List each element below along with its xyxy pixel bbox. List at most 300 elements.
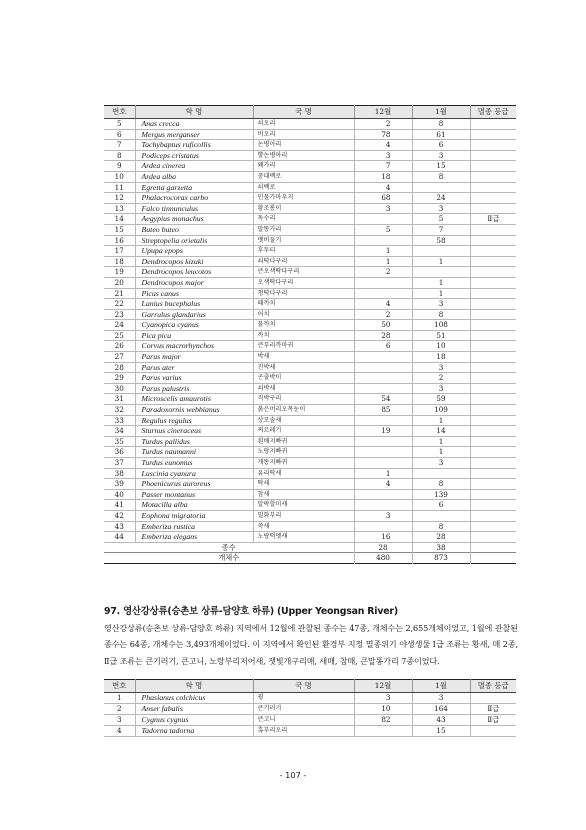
- cell-grade: [470, 436, 516, 447]
- total-jan: 38: [412, 542, 470, 553]
- cell-scientific-name: Emberiza rustica: [135, 521, 253, 532]
- cell-december: [354, 288, 412, 299]
- page-number: - 107 -: [279, 770, 307, 780]
- cell-january: 1: [412, 256, 470, 267]
- cell-december: 6: [354, 341, 412, 352]
- table-row: [104, 394, 516, 405]
- table-row: [104, 415, 516, 426]
- table-row: [104, 214, 516, 225]
- cell-number: 14: [104, 214, 135, 225]
- cell-december: 4: [354, 182, 412, 193]
- table-row: [104, 299, 516, 310]
- cell-january: 7: [412, 224, 470, 235]
- cell-december: [354, 436, 412, 447]
- cell-grade: [470, 510, 516, 521]
- cell-december: 18: [354, 171, 412, 182]
- cell-grade: [470, 726, 516, 737]
- cell-korean-name: 후투티: [253, 246, 354, 257]
- cell-number: 31: [104, 394, 135, 405]
- cell-scientific-name: Emberiza elegans: [135, 532, 253, 543]
- cell-scientific-name: Dendrocopos leucotos: [135, 267, 253, 278]
- table-row: [104, 256, 516, 267]
- cell-grade: Ⅱ급: [470, 214, 516, 225]
- cell-number: 37: [104, 458, 135, 469]
- header-endangered-grade: 멸종 등급: [470, 106, 516, 119]
- cell-korean-name: 상모솔새: [253, 415, 354, 426]
- table-header-row: [104, 680, 516, 693]
- cell-number: 23: [104, 309, 135, 320]
- cell-grade: [470, 532, 516, 543]
- cell-scientific-name: Parus major: [135, 352, 253, 363]
- cell-scientific-name: Turdus eunomus: [135, 458, 253, 469]
- cell-january: 1: [412, 447, 470, 458]
- cell-number: 20: [104, 277, 135, 288]
- cell-scientific-name: Dendrocopos major: [135, 277, 253, 288]
- table-row: [104, 693, 516, 704]
- cell-december: [354, 373, 412, 384]
- cell-december: 3: [354, 203, 412, 214]
- cell-grade: [470, 341, 516, 352]
- table-row: [104, 203, 516, 214]
- cell-korean-name: 멧비둘기: [253, 235, 354, 246]
- cell-december: [354, 458, 412, 469]
- cell-december: [354, 489, 412, 500]
- cell-january: 1: [412, 436, 470, 447]
- table-body: [104, 119, 516, 543]
- cell-december: 82: [354, 715, 412, 726]
- cell-scientific-name: Sturnus cineraceus: [135, 426, 253, 437]
- cell-january: 18: [412, 352, 470, 363]
- cell-number: 36: [104, 447, 135, 458]
- cell-korean-name: 독수리: [253, 214, 354, 225]
- header-december: 12월: [354, 106, 412, 119]
- table-row: [104, 715, 516, 726]
- cell-january: 8: [412, 309, 470, 320]
- cell-scientific-name: Upupa epops: [135, 246, 253, 257]
- cell-january: 15: [412, 161, 470, 172]
- cell-december: 2: [354, 267, 412, 278]
- cell-number: 28: [104, 362, 135, 373]
- total-jan: 873: [412, 553, 470, 564]
- cell-december: [354, 500, 412, 511]
- cell-korean-name: 쇠오리: [253, 119, 354, 130]
- header-number: 번호: [104, 680, 135, 693]
- cell-december: 3: [354, 693, 412, 704]
- cell-number: 19: [104, 267, 135, 278]
- cell-january: 164: [412, 704, 470, 715]
- cell-january: 109: [412, 405, 470, 416]
- cell-korean-name: 박새: [253, 352, 354, 363]
- cell-december: [354, 277, 412, 288]
- cell-december: 1: [354, 256, 412, 267]
- cell-scientific-name: Parus varius: [135, 373, 253, 384]
- species-table-2: [104, 679, 516, 737]
- header-scientific-name: 학 명: [135, 106, 253, 119]
- cell-korean-name: 쇠박새: [253, 383, 354, 394]
- cell-december: [354, 726, 412, 737]
- cell-korean-name: 진박새: [253, 362, 354, 373]
- header-january: 1월: [412, 106, 470, 119]
- cell-number: 32: [104, 405, 135, 416]
- table-row: [104, 532, 516, 543]
- cell-korean-name: 큰고니: [253, 715, 354, 726]
- cell-january: [412, 246, 470, 257]
- table-row: [104, 726, 516, 737]
- cell-korean-name: 때까치: [253, 299, 354, 310]
- cell-scientific-name: Anas crecca: [135, 119, 253, 130]
- total-label: 종수: [104, 542, 354, 553]
- cell-scientific-name: Parus palustris: [135, 383, 253, 394]
- cell-scientific-name: Picus canus: [135, 288, 253, 299]
- cell-number: 5: [104, 119, 135, 130]
- cell-scientific-name: Streptopelia orietalis: [135, 235, 253, 246]
- cell-december: 28: [354, 330, 412, 341]
- cell-korean-name: 찌르레기: [253, 426, 354, 437]
- cell-january: 5: [412, 214, 470, 225]
- table-row: [104, 405, 516, 416]
- cell-number: 26: [104, 341, 135, 352]
- cell-scientific-name: Parus ater: [135, 362, 253, 373]
- cell-grade: [470, 193, 516, 204]
- cell-number: 29: [104, 373, 135, 384]
- table-row: [104, 129, 516, 140]
- cell-korean-name: 딱새: [253, 479, 354, 490]
- cell-scientific-name: Dendrocopos kizuki: [135, 256, 253, 267]
- cell-december: 7: [354, 161, 412, 172]
- cell-korean-name: 민물가마우지: [253, 193, 354, 204]
- table-row: [104, 171, 516, 182]
- cell-december: 78: [354, 129, 412, 140]
- cell-number: 40: [104, 489, 135, 500]
- cell-january: 3: [412, 299, 470, 310]
- cell-december: 1: [354, 246, 412, 257]
- cell-january: [412, 510, 470, 521]
- table-row: [104, 150, 516, 161]
- cell-scientific-name: Turdus pallidus: [135, 436, 253, 447]
- cell-january: 1: [412, 277, 470, 288]
- cell-scientific-name: Regulus regulus: [135, 415, 253, 426]
- table-row: [104, 500, 516, 511]
- section-paragraph: 영산강상류(승촌보 상류-담양호 하류) 지역에서 12월에 관찰된 종수는 47종, 개체수는 2,655개체이었고, 1월에 관찰된 종수는 64종, 개체수는 3,493개체이었다. 이 지역에서 확인된 환경부 지정 멸종위기 야생생물 Ⅰ급 조류는 황새, 매 2종, Ⅱ급 조류는 큰기러기, 큰고니, 노랑부리저어새, 잿빛개구리매, 새매, 참매, 큰말똥가리 7종이었다.: [104, 623, 518, 666]
- cell-number: 15: [104, 224, 135, 235]
- cell-number: 7: [104, 140, 135, 151]
- table-row: [104, 140, 516, 151]
- cell-grade: [470, 267, 516, 278]
- header-endangered-grade: 멸종 등급: [470, 680, 516, 693]
- header-scientific-name: 학 명: [135, 680, 253, 693]
- table-row: [104, 521, 516, 532]
- cell-december: [354, 415, 412, 426]
- cell-korean-name: 황조롱이: [253, 203, 354, 214]
- cell-january: 15: [412, 726, 470, 737]
- cell-january: [412, 182, 470, 193]
- total-individuals-row: [104, 553, 516, 564]
- table-row: [104, 373, 516, 384]
- cell-december: 1: [354, 468, 412, 479]
- cell-grade: [470, 362, 516, 373]
- cell-grade: [470, 468, 516, 479]
- table-row: [104, 330, 516, 341]
- cell-number: 39: [104, 479, 135, 490]
- cell-grade: Ⅱ급: [470, 704, 516, 715]
- cell-scientific-name: Egretta garzetta: [135, 182, 253, 193]
- table-row: [104, 436, 516, 447]
- cell-number: 6: [104, 129, 135, 140]
- total-dec: 480: [354, 553, 412, 564]
- cell-number: 11: [104, 182, 135, 193]
- cell-december: 5: [354, 224, 412, 235]
- cell-december: 54: [354, 394, 412, 405]
- cell-january: 3: [412, 458, 470, 469]
- species-table-1: [104, 105, 516, 564]
- cell-december: 16: [354, 532, 412, 543]
- cell-scientific-name: Turdus naumanni: [135, 447, 253, 458]
- cell-january: 24: [412, 193, 470, 204]
- section-heading: 97. 영산강상류(승촌보 상류-담양호 하류) (Upper Yeongsan River): [104, 606, 398, 617]
- cell-january: [412, 468, 470, 479]
- cell-scientific-name: Passer montanus: [135, 489, 253, 500]
- cell-january: 3: [412, 362, 470, 373]
- table-header-row: [104, 106, 516, 119]
- cell-december: [354, 383, 412, 394]
- cell-january: 10: [412, 341, 470, 352]
- cell-december: 2: [354, 309, 412, 320]
- total-label: 개체수: [104, 553, 354, 564]
- cell-december: 19: [354, 426, 412, 437]
- cell-scientific-name: Corvus macrorhynchos: [135, 341, 253, 352]
- cell-grade: [470, 521, 516, 532]
- cell-january: 58: [412, 235, 470, 246]
- cell-january: 8: [412, 521, 470, 532]
- cell-korean-name: 청딱다구리: [253, 288, 354, 299]
- cell-december: [354, 352, 412, 363]
- cell-grade: [470, 140, 516, 151]
- cell-grade: [470, 299, 516, 310]
- cell-scientific-name: Microscelis amaurotis: [135, 394, 253, 405]
- cell-korean-name: 곤줄박이: [253, 373, 354, 384]
- cell-number: 17: [104, 246, 135, 257]
- cell-grade: [470, 458, 516, 469]
- cell-january: 51: [412, 330, 470, 341]
- cell-grade: [470, 373, 516, 384]
- cell-grade: [470, 288, 516, 299]
- cell-korean-name: 말똥가리: [253, 224, 354, 235]
- cell-grade: Ⅱ급: [470, 715, 516, 726]
- table-row: [104, 277, 516, 288]
- cell-korean-name: 뿔논병아리: [253, 150, 354, 161]
- cell-scientific-name: Cyanopica cyanus: [135, 320, 253, 331]
- cell-korean-name: 밀화부리: [253, 510, 354, 521]
- table-row: [104, 235, 516, 246]
- cell-korean-name: 왜가리: [253, 161, 354, 172]
- cell-korean-name: 쑥새: [253, 521, 354, 532]
- cell-grade: [470, 309, 516, 320]
- cell-scientific-name: Phalacrocorax carbo: [135, 193, 253, 204]
- cell-grade: [470, 693, 516, 704]
- cell-korean-name: 중대백로: [253, 171, 354, 182]
- cell-korean-name: 흰배지빠귀: [253, 436, 354, 447]
- cell-number: 38: [104, 468, 135, 479]
- cell-scientific-name: Ardea cinerea: [135, 161, 253, 172]
- cell-korean-name: 까치: [253, 330, 354, 341]
- cell-number: 34: [104, 426, 135, 437]
- table-row: [104, 246, 516, 257]
- table-row: [104, 193, 516, 204]
- cell-number: 4: [104, 726, 135, 737]
- header-korean-name: 국 명: [253, 106, 354, 119]
- cell-korean-name: 큰오색딱다구리: [253, 267, 354, 278]
- cell-december: 3: [354, 510, 412, 521]
- cell-grade: [470, 383, 516, 394]
- cell-grade: [470, 203, 516, 214]
- cell-number: 35: [104, 436, 135, 447]
- cell-january: 14: [412, 426, 470, 437]
- cell-scientific-name: Anser fabalis: [135, 704, 253, 715]
- table-row: [104, 468, 516, 479]
- cell-december: 85: [354, 405, 412, 416]
- cell-number: 27: [104, 352, 135, 363]
- cell-grade: [470, 235, 516, 246]
- table-row: [104, 447, 516, 458]
- cell-grade: [470, 224, 516, 235]
- cell-korean-name: 오색딱다구리: [253, 277, 354, 288]
- cell-scientific-name: Falco tinnunculus: [135, 203, 253, 214]
- cell-number: 2: [104, 704, 135, 715]
- cell-january: 8: [412, 119, 470, 130]
- cell-scientific-name: Motacilla alba: [135, 500, 253, 511]
- cell-korean-name: 큰기러기: [253, 704, 354, 715]
- cell-korean-name: 쇠딱다구리: [253, 256, 354, 267]
- cell-january: 6: [412, 140, 470, 151]
- table-row: [104, 341, 516, 352]
- cell-korean-name: 노랑턱멧새: [253, 532, 354, 543]
- cell-scientific-name: Mergus merganser: [135, 129, 253, 140]
- cell-number: 43: [104, 521, 135, 532]
- cell-korean-name: 혹부리오리: [253, 726, 354, 737]
- cell-january: 139: [412, 489, 470, 500]
- cell-number: 18: [104, 256, 135, 267]
- cell-january: 1: [412, 415, 470, 426]
- cell-grade: [470, 129, 516, 140]
- cell-scientific-name: Tachybaptus ruficollis: [135, 140, 253, 151]
- cell-number: 12: [104, 193, 135, 204]
- cell-grade: [470, 415, 516, 426]
- table-row: [104, 309, 516, 320]
- cell-number: 10: [104, 171, 135, 182]
- cell-january: 6: [412, 500, 470, 511]
- cell-january: 2: [412, 373, 470, 384]
- cell-grade: [470, 352, 516, 363]
- table-row: [104, 479, 516, 490]
- table-row: [104, 383, 516, 394]
- table-row: [104, 704, 516, 715]
- cell-grade: [470, 256, 516, 267]
- cell-grade: [470, 246, 516, 257]
- cell-number: 16: [104, 235, 135, 246]
- cell-korean-name: 어치: [253, 309, 354, 320]
- cell-number: 13: [104, 203, 135, 214]
- cell-number: 1: [104, 693, 135, 704]
- cell-january: 3: [412, 693, 470, 704]
- total-species-row: [104, 542, 516, 553]
- table-row: [104, 182, 516, 193]
- table-row: [104, 458, 516, 469]
- cell-number: 41: [104, 500, 135, 511]
- cell-scientific-name: Garrulus glandarius: [135, 309, 253, 320]
- cell-grade: [470, 394, 516, 405]
- cell-scientific-name: Phasianus colchicus: [135, 693, 253, 704]
- cell-grade: [470, 330, 516, 341]
- cell-december: 4: [354, 140, 412, 151]
- cell-korean-name: 물까치: [253, 320, 354, 331]
- cell-korean-name: 유리딱새: [253, 468, 354, 479]
- cell-grade: [470, 119, 516, 130]
- cell-number: 8: [104, 150, 135, 161]
- cell-number: 9: [104, 161, 135, 172]
- cell-scientific-name: Podiceps cristatus: [135, 150, 253, 161]
- cell-scientific-name: Cygnus cygnus: [135, 715, 253, 726]
- cell-january: [412, 267, 470, 278]
- cell-december: 2: [354, 119, 412, 130]
- cell-korean-name: 큰부리까마귀: [253, 341, 354, 352]
- cell-january: 61: [412, 129, 470, 140]
- cell-scientific-name: Luscinia cyanura: [135, 468, 253, 479]
- table-row: [104, 119, 516, 130]
- table-row: [104, 161, 516, 172]
- cell-scientific-name: Buteo buteo: [135, 224, 253, 235]
- cell-december: 68: [354, 193, 412, 204]
- cell-january: 8: [412, 171, 470, 182]
- table-row: [104, 288, 516, 299]
- cell-december: [354, 521, 412, 532]
- cell-january: 8: [412, 479, 470, 490]
- table-row: [104, 224, 516, 235]
- cell-scientific-name: Lanius bucephalus: [135, 299, 253, 310]
- cell-number: 21: [104, 288, 135, 299]
- cell-korean-name: 개똥지빠귀: [253, 458, 354, 469]
- cell-grade: [470, 150, 516, 161]
- cell-korean-name: 논병아리: [253, 140, 354, 151]
- cell-december: [354, 235, 412, 246]
- cell-january: 3: [412, 383, 470, 394]
- cell-number: 44: [104, 532, 135, 543]
- cell-december: 50: [354, 320, 412, 331]
- cell-december: 4: [354, 479, 412, 490]
- table-row: [104, 510, 516, 521]
- cell-december: 10: [354, 704, 412, 715]
- cell-number: 24: [104, 320, 135, 331]
- cell-korean-name: 직박구리: [253, 394, 354, 405]
- cell-korean-name: 쇠백로: [253, 182, 354, 193]
- header-number: 번호: [104, 106, 135, 119]
- header-december: 12월: [354, 680, 412, 693]
- cell-grade: [470, 405, 516, 416]
- cell-grade: [470, 161, 516, 172]
- cell-scientific-name: Aegypius monachus: [135, 214, 253, 225]
- cell-december: [354, 447, 412, 458]
- cell-scientific-name: Eophona migratoria: [135, 510, 253, 521]
- cell-scientific-name: Paradoxornis webbianus: [135, 405, 253, 416]
- cell-number: 33: [104, 415, 135, 426]
- header-january: 1월: [412, 680, 470, 693]
- cell-number: 3: [104, 715, 135, 726]
- table-row: [104, 320, 516, 331]
- cell-grade: [470, 182, 516, 193]
- cell-grade: [470, 500, 516, 511]
- cell-december: [354, 214, 412, 225]
- cell-january: 3: [412, 150, 470, 161]
- total-grade: [470, 553, 516, 564]
